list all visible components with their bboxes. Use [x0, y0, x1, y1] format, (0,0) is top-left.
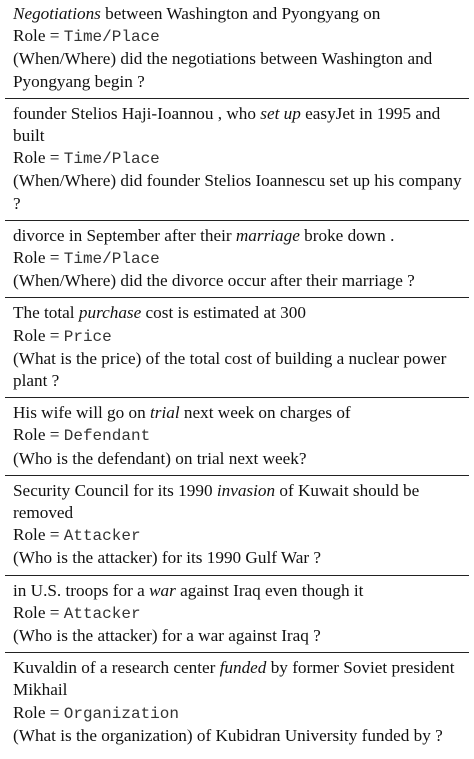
- trigger-word: invasion: [216, 480, 276, 500]
- context-before: in U.S. troops for a: [13, 580, 150, 600]
- trigger-word: set up: [260, 103, 301, 123]
- role-prefix: Role =: [13, 26, 64, 46]
- role-value: Attacker: [63, 527, 141, 546]
- context-after: of Kuwait should be removed: [13, 480, 420, 523]
- role-prefix: Role =: [13, 325, 64, 345]
- table-row: [5, 475, 469, 575]
- role-line: [13, 424, 463, 447]
- context-after: next week on charges of: [179, 403, 351, 423]
- context-sentence: [13, 657, 463, 701]
- role-value: Organization: [63, 704, 179, 723]
- context-sentence: [13, 580, 463, 602]
- examples-table: [5, 0, 469, 752]
- role-line: [13, 325, 463, 348]
- context-sentence: [13, 103, 463, 147]
- table-row: [5, 652, 469, 752]
- question: (What is the price) of the total cost of building a nuclear power plant ?: [13, 348, 447, 391]
- role-value: Defendant: [63, 427, 151, 446]
- role-value: Attacker: [63, 604, 141, 623]
- question: (Who is the attacker) for its 1990 Gulf War ?: [13, 548, 322, 568]
- trigger-word: funded: [219, 658, 267, 678]
- trigger-word: war: [149, 580, 176, 600]
- context-sentence: [13, 480, 463, 524]
- question: (When/Where) did the divorce occur after their marriage ?: [13, 271, 415, 291]
- question: (When/Where) did the negotiations between Washington and Pyongyang begin ?: [13, 49, 433, 91]
- role-line: [13, 702, 463, 725]
- table-row: [5, 575, 469, 653]
- role-line: [13, 247, 463, 270]
- context-sentence: [13, 225, 463, 247]
- table-row: [5, 297, 469, 397]
- trigger-word: Negotiations: [13, 4, 101, 23]
- context-before: Security Council for its 1990: [13, 480, 217, 500]
- role-prefix: Role =: [13, 425, 64, 445]
- role-line: [13, 524, 463, 547]
- table-row: [5, 98, 469, 220]
- table-row: [5, 0, 469, 98]
- table-row: [5, 220, 469, 298]
- context-after: easyJet in 1995 and built: [13, 103, 441, 146]
- context-before: His wife will go on: [13, 403, 151, 423]
- context-before: The total: [13, 303, 79, 323]
- context-after: against Iraq even though it: [175, 580, 364, 600]
- role-line: [13, 602, 463, 625]
- context-before: divorce in September after their: [13, 225, 236, 245]
- context-after: broke down .: [299, 225, 395, 245]
- question: (What is the organization) of Kubidran University funded by ?: [13, 725, 443, 745]
- context-after: by former Soviet president Mikhail: [13, 658, 455, 700]
- context-sentence: [13, 302, 463, 324]
- context-sentence: [13, 3, 463, 25]
- role-prefix: Role =: [13, 525, 64, 545]
- role-value: Time/Place: [63, 28, 160, 47]
- context-sentence: [13, 402, 463, 424]
- context-before: Kuvaldin of a research center: [13, 658, 220, 678]
- trigger-word: trial: [150, 403, 180, 423]
- role-value: Time/Place: [63, 150, 160, 169]
- role-prefix: Role =: [13, 602, 64, 622]
- role-prefix: Role =: [13, 248, 64, 268]
- table-row: [5, 397, 469, 475]
- question: (Who is the defendant) on trial next week?: [13, 448, 307, 468]
- role-value: Time/Place: [63, 250, 160, 269]
- trigger-word: marriage: [235, 225, 300, 245]
- context-before: founder Stelios Haji-Ioannou , who: [13, 103, 261, 123]
- context-after: cost is estimated at 300: [141, 303, 306, 323]
- role-prefix: Role =: [13, 702, 64, 722]
- role-line: [13, 25, 463, 48]
- question: (Who is the attacker) for a war against Iraq ?: [13, 626, 321, 646]
- role-line: [13, 147, 463, 170]
- role-prefix: Role =: [13, 148, 64, 168]
- question: (When/Where) did founder Stelios Ioannescu set up his company ?: [13, 171, 462, 213]
- role-value: Price: [63, 327, 112, 346]
- trigger-word: purchase: [78, 303, 142, 323]
- context-after: between Washington and Pyongyang on: [100, 4, 381, 23]
